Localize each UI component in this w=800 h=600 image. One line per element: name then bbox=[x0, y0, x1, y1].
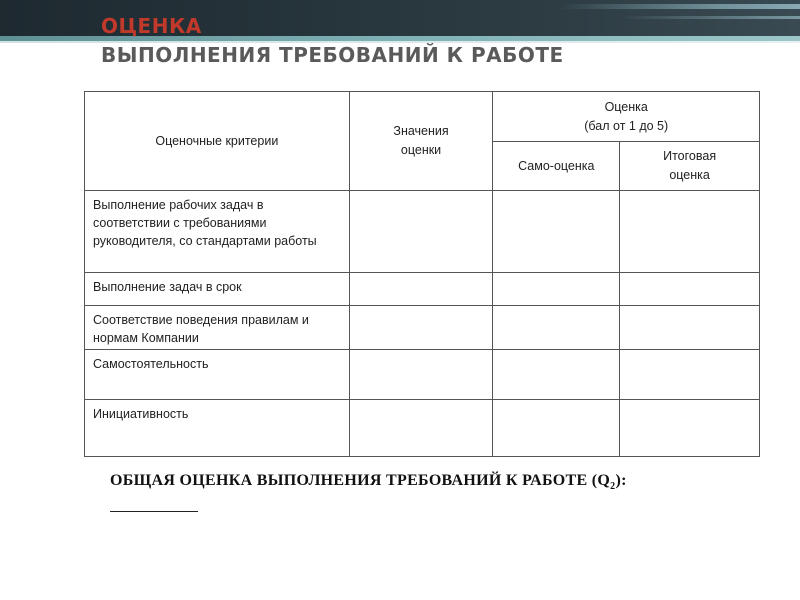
final-score-cell[interactable] bbox=[620, 400, 760, 457]
header-values bbox=[349, 92, 493, 191]
overall-score-text: ОБЩАЯ ОЦЕНКА ВЫПОЛНЕНИЯ ТРЕБОВАНИЙ К РАБОТЕ (Q bbox=[110, 472, 611, 489]
header-values-line1: Значения bbox=[393, 124, 449, 138]
value-cell[interactable] bbox=[349, 350, 493, 400]
header-score-line2: (бал от 1 до 5) bbox=[584, 118, 669, 133]
table-row bbox=[85, 273, 760, 306]
overall-score-blank[interactable] bbox=[110, 511, 198, 512]
header-final-score bbox=[620, 142, 760, 191]
criterion-cell: Самостоятельность bbox=[85, 350, 350, 400]
self-score-cell[interactable] bbox=[493, 350, 620, 400]
evaluation-table bbox=[84, 91, 760, 457]
value-cell[interactable] bbox=[349, 400, 493, 457]
overall-score-suffix: ): bbox=[615, 472, 627, 489]
value-cell[interactable] bbox=[349, 273, 493, 306]
decorative-stripe bbox=[558, 4, 800, 9]
table-row bbox=[85, 350, 760, 400]
value-cell[interactable] bbox=[349, 191, 493, 273]
final-score-cell[interactable] bbox=[620, 273, 760, 306]
header-criteria bbox=[85, 92, 350, 191]
slide-title bbox=[101, 12, 564, 70]
table-row bbox=[85, 191, 760, 273]
header-score-line1: Оценка bbox=[604, 99, 648, 114]
criterion-cell: Соответствие поведения правилам и нормам Компании bbox=[85, 306, 350, 350]
decorative-stripe bbox=[619, 16, 800, 19]
header-score bbox=[493, 92, 760, 142]
header-self-score bbox=[493, 142, 620, 191]
self-score-cell[interactable] bbox=[493, 306, 620, 350]
overall-score-label bbox=[110, 472, 627, 492]
table-row bbox=[85, 400, 760, 457]
criterion-cell: Выполнение рабочих задач в соответствии с требованиями руководителя, со стандартами работы bbox=[85, 191, 350, 273]
final-score-cell[interactable] bbox=[620, 191, 760, 273]
self-score-cell[interactable] bbox=[493, 273, 620, 306]
value-cell[interactable] bbox=[349, 306, 493, 350]
header-values-line2: оценки bbox=[400, 143, 442, 157]
final-score-cell[interactable] bbox=[620, 350, 760, 400]
criterion-cell: Выполнение задач в срок bbox=[85, 273, 350, 306]
header-criteria-label: Оценочные критерии bbox=[155, 133, 279, 148]
overall-score-subscript: 2 bbox=[610, 481, 616, 493]
header-self-label: Само-оценка bbox=[518, 158, 595, 173]
table-row bbox=[85, 306, 760, 350]
header-final-line1: Итоговая bbox=[663, 149, 717, 163]
title-line-2: ВЫПОЛНЕНИЯ ТРЕБОВАНИЙ К РАБОТЕ bbox=[101, 43, 564, 67]
title-line-1: ОЦЕНКА bbox=[101, 14, 202, 38]
header-final-line2: оценка bbox=[669, 168, 710, 182]
self-score-cell[interactable] bbox=[493, 191, 620, 273]
criterion-cell: Инициативность bbox=[85, 400, 350, 457]
final-score-cell[interactable] bbox=[620, 306, 760, 350]
self-score-cell[interactable] bbox=[493, 400, 620, 457]
